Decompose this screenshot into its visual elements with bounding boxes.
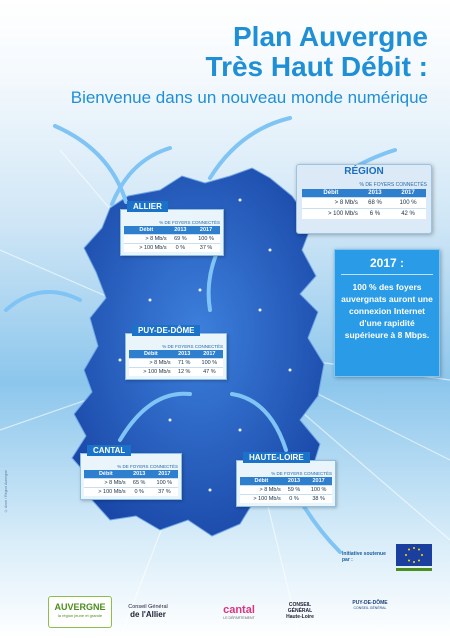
cell: 38 % (305, 495, 332, 504)
cell: 37 % (192, 244, 220, 253)
cantal-logo (216, 604, 262, 620)
highlight-year: 2017 : (369, 256, 405, 270)
haute-loire-logo-text: CONSEIL GÉNÉRAL Haute-Loire (286, 602, 314, 620)
header-debit: Débit (302, 189, 360, 198)
table-row (124, 235, 220, 244)
cell: > 8 Mb/s (124, 235, 169, 244)
header-debit: Débit (124, 226, 169, 235)
cell: 0 % (283, 495, 306, 504)
table-row (124, 244, 220, 253)
puy-de-dome-logo-sub: CONSEIL GÉNÉRAL (353, 606, 387, 610)
photo-credit: © Anne / Région Auvergne (4, 470, 8, 513)
table-row (84, 479, 178, 488)
table-row (240, 486, 332, 495)
cell: 0 % (128, 488, 151, 497)
cell: 65 % (128, 479, 151, 488)
allier-table (124, 226, 220, 252)
cell: > 8 Mb/s (240, 486, 283, 495)
header-2017: 2017 (151, 470, 178, 479)
cell: 6 % (360, 209, 390, 220)
cell: > 100 Mb/s (124, 244, 169, 253)
haute-loire-table (240, 477, 332, 503)
title-line-2: Très Haut Débit : (205, 51, 428, 82)
region-table (302, 189, 426, 219)
allier-logo-bottom: de l'Allier (130, 610, 166, 619)
region-caption: % DE FOYERS CONNECTÉS (359, 182, 427, 188)
allier-logo (116, 604, 180, 619)
puy-de-dome-logo (340, 600, 400, 610)
cell: 71 % (173, 359, 196, 368)
cell: 100 % (192, 235, 220, 244)
cell: > 8 Mb/s (302, 198, 360, 209)
cell: > 8 Mb/s (129, 359, 173, 368)
allier-stats-box (120, 202, 224, 256)
cell: 100 % (151, 479, 178, 488)
header-2013: 2013 (360, 189, 390, 198)
cantal-title: CANTAL (87, 445, 131, 456)
cell: 100 % (196, 359, 223, 368)
cantal-table (84, 470, 178, 496)
puy-de-dome-table (129, 350, 223, 376)
cell: > 100 Mb/s (84, 488, 128, 497)
cell: 12 % (173, 368, 196, 377)
table-row (129, 368, 223, 377)
header-debit: Débit (129, 350, 173, 359)
haute-loire-title: HAUTE-LOIRE (243, 452, 310, 463)
cell: 100 % (390, 198, 426, 209)
allier-caption: % DE FOYERS CONNECTÉS (159, 220, 220, 225)
auvergne-logo (48, 596, 112, 628)
region-title: RÉGION (344, 166, 384, 177)
header-2017: 2017 (196, 350, 223, 359)
cell: 69 % (169, 235, 193, 244)
cell: 100 % (305, 486, 332, 495)
haute-loire-caption: % DE FOYERS CONNECTÉS (271, 471, 332, 476)
highlight-text: 100 % des foyers auvergnats auront une connexion Internet d'une rapidité supérieure à 8 Mbps. (341, 282, 433, 340)
auvergne-logo-tagline: la région jeune et grande (57, 613, 103, 618)
header-2013: 2013 (173, 350, 196, 359)
header-2013: 2013 (283, 477, 306, 486)
puy-de-dome-caption: % DE FOYERS CONNECTÉS (162, 344, 223, 349)
cell: > 100 Mb/s (302, 209, 360, 220)
title-line-1: Plan Auvergne (232, 21, 428, 52)
cell: > 100 Mb/s (129, 368, 173, 377)
header-2013: 2013 (128, 470, 151, 479)
cantal-logo-sub: LE DÉPARTEMENT (223, 616, 255, 620)
highlight-2017-box (334, 249, 440, 377)
header-2017: 2017 (390, 189, 426, 198)
auvergne-logo-text: AUVERGNE (54, 602, 106, 612)
puy-de-dome-logo-text: PUY-DE-DÔME (352, 600, 388, 606)
cell: > 100 Mb/s (240, 495, 283, 504)
header-2017: 2017 (192, 226, 220, 235)
cell: 59 % (283, 486, 306, 495)
puy-de-dome-stats-box (125, 326, 227, 380)
table-row (129, 359, 223, 368)
cell: 42 % (390, 209, 426, 220)
header-debit: Débit (240, 477, 283, 486)
table-row (240, 495, 332, 504)
allier-logo-top: Conseil Général (128, 604, 168, 610)
table-row (302, 198, 426, 209)
header-debit: Débit (84, 470, 128, 479)
cell: 68 % (360, 198, 390, 209)
table-row (84, 488, 178, 497)
cell: > 8 Mb/s (84, 479, 128, 488)
cell: 0 % (169, 244, 193, 253)
header-2017: 2017 (305, 477, 332, 486)
initiative-label: Initiative soutenue par : (342, 551, 386, 563)
table-row (302, 209, 426, 220)
cantal-caption: % DE FOYERS CONNECTÉS (117, 464, 178, 469)
eu-flag-icon (396, 544, 432, 572)
highlight-divider (341, 274, 433, 275)
puy-de-dome-title: PUY-DE-DÔME (132, 325, 200, 336)
subtitle: Bienvenue dans un nouveau monde numérique (70, 88, 428, 107)
cantal-stats-box (80, 446, 182, 500)
cell: 37 % (151, 488, 178, 497)
cell: 47 % (196, 368, 223, 377)
cantal-logo-text: cantal (223, 604, 255, 616)
header-2013: 2013 (169, 226, 193, 235)
haute-loire-logo (280, 602, 320, 620)
region-stats-box (296, 164, 432, 234)
allier-title: ALLIER (127, 201, 168, 212)
haute-loire-stats-box (236, 453, 336, 507)
